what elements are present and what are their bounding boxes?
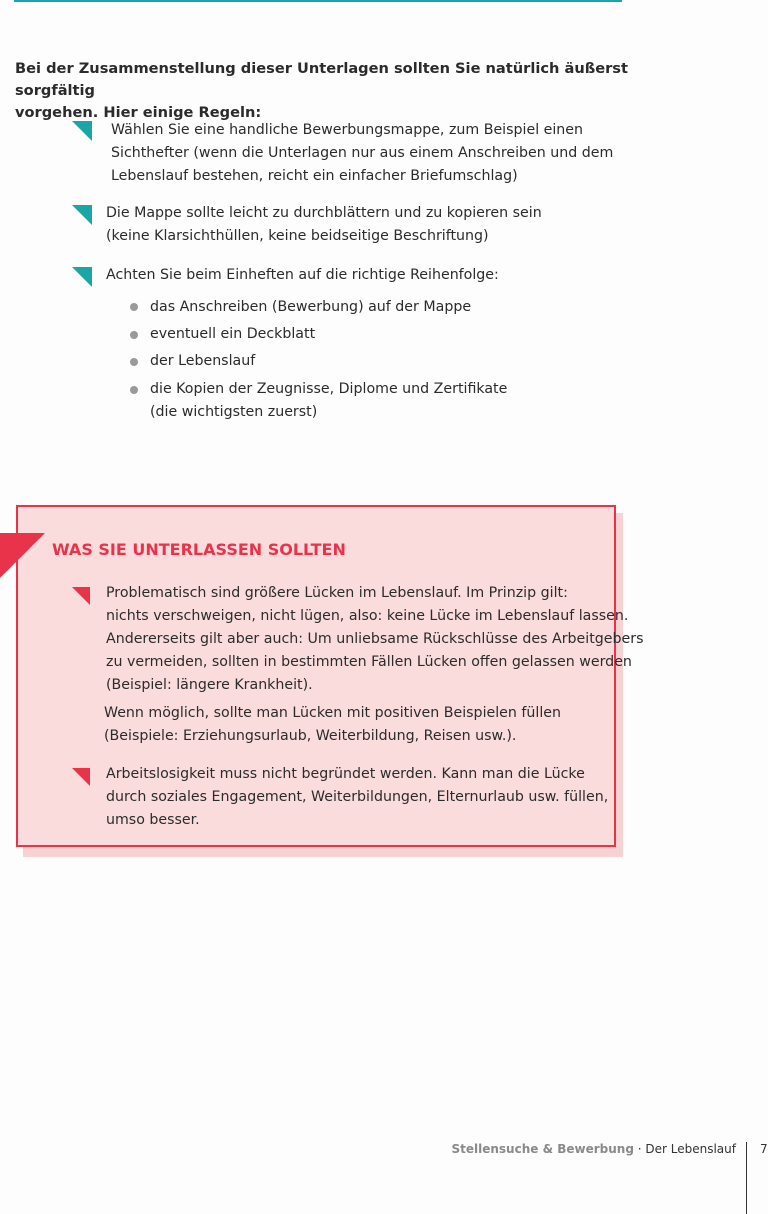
footer-section: Stellensuche & Bewerbung [451, 1142, 634, 1156]
list-item [150, 350, 255, 373]
bullet-dot-icon [130, 358, 138, 366]
box-point [106, 582, 643, 697]
rule-item [111, 119, 613, 188]
page-footer [451, 1142, 736, 1156]
list-item-line: der Lebenslauf [150, 353, 256, 369]
box-line: Wenn möglich, sollte man Lücken mit positiven Beispielen füllen [104, 705, 561, 721]
rule-item [106, 202, 542, 248]
footer-chapter: Der Lebenslauf [645, 1142, 736, 1156]
teal-triangle-icon [72, 121, 92, 141]
rule-line: Wählen Sie eine handliche Bewerbungsmappe, zum Beispiel einen [111, 122, 584, 138]
rule-line: (keine Klarsichthüllen, keine beidseitige Beschriftung) [106, 228, 489, 244]
footer-divider [746, 1142, 747, 1214]
rule-item [106, 264, 499, 287]
top-rule [14, 0, 622, 2]
intro-line: vorgehen. Hier einige Regeln: [15, 104, 262, 121]
box-line: umso besser. [106, 812, 200, 828]
list-item [150, 323, 315, 346]
rule-line: Lebenslauf bestehen, reicht ein einfacher Briefumschlag) [111, 168, 518, 184]
box-note [104, 702, 561, 748]
teal-triangle-icon [72, 205, 92, 225]
box-line: (Beispiel: längere Krankheit). [106, 677, 313, 693]
bullet-dot-icon [130, 331, 138, 339]
box-line: (Beispiele: Erziehungsurlaub, Weiterbildung, Reisen usw.). [104, 728, 517, 744]
list-item-line: eventuell ein Deckblatt [150, 326, 316, 342]
box-title: WAS SIE UNTERLASSEN SOLLTEN [52, 540, 346, 559]
box-line: Arbeitslosigkeit muss nicht begründet werden. Kann man die Lücke [106, 766, 585, 782]
red-corner-icon [0, 533, 45, 578]
rule-line: Achten Sie beim Einheften auf die richtige Reihenfolge: [106, 267, 499, 283]
rule-line: Die Mappe sollte leicht zu durchblättern und zu kopieren sein [106, 205, 542, 221]
intro-paragraph [15, 58, 635, 124]
list-item [150, 296, 471, 319]
footer-separator: · [637, 1142, 642, 1156]
list-item-line: (die wichtigsten zuerst) [150, 404, 318, 420]
list-item-line: die Kopien der Zeugnisse, Diplome und Zertifikate [150, 381, 508, 397]
bullet-dot-icon [130, 303, 138, 311]
box-line: zu vermeiden, sollten in bestimmten Fällen Lücken offen gelassen werden [106, 654, 632, 670]
rule-line: Sichthefter (wenn die Unterlagen nur aus einem Anschreiben und dem [111, 145, 614, 161]
box-line: Andererseits gilt aber auch: Um unliebsame Rückschlüsse des Arbeitgebers [106, 631, 644, 647]
list-item [150, 378, 507, 424]
box-point [106, 763, 608, 832]
red-triangle-icon [72, 768, 90, 786]
red-triangle-icon [72, 587, 90, 605]
bullet-dot-icon [130, 386, 138, 394]
teal-triangle-icon [72, 267, 92, 287]
box-line: Problematisch sind größere Lücken im Lebenslauf. Im Prinzip gilt: [106, 585, 568, 601]
list-item-line: das Anschreiben (Bewerbung) auf der Mappe [150, 299, 472, 315]
box-line: nichts verschweigen, nicht lügen, also: keine Lücke im Lebenslauf lassen. [106, 608, 629, 624]
box-line: durch soziales Engagement, Weiterbildungen, Elternurlaub usw. füllen, [106, 789, 609, 805]
intro-line: Bei der Zusammenstellung dieser Unterlagen sollten Sie natürlich äußerst sorgfältig [15, 60, 628, 99]
page-number: 7 [760, 1142, 768, 1156]
